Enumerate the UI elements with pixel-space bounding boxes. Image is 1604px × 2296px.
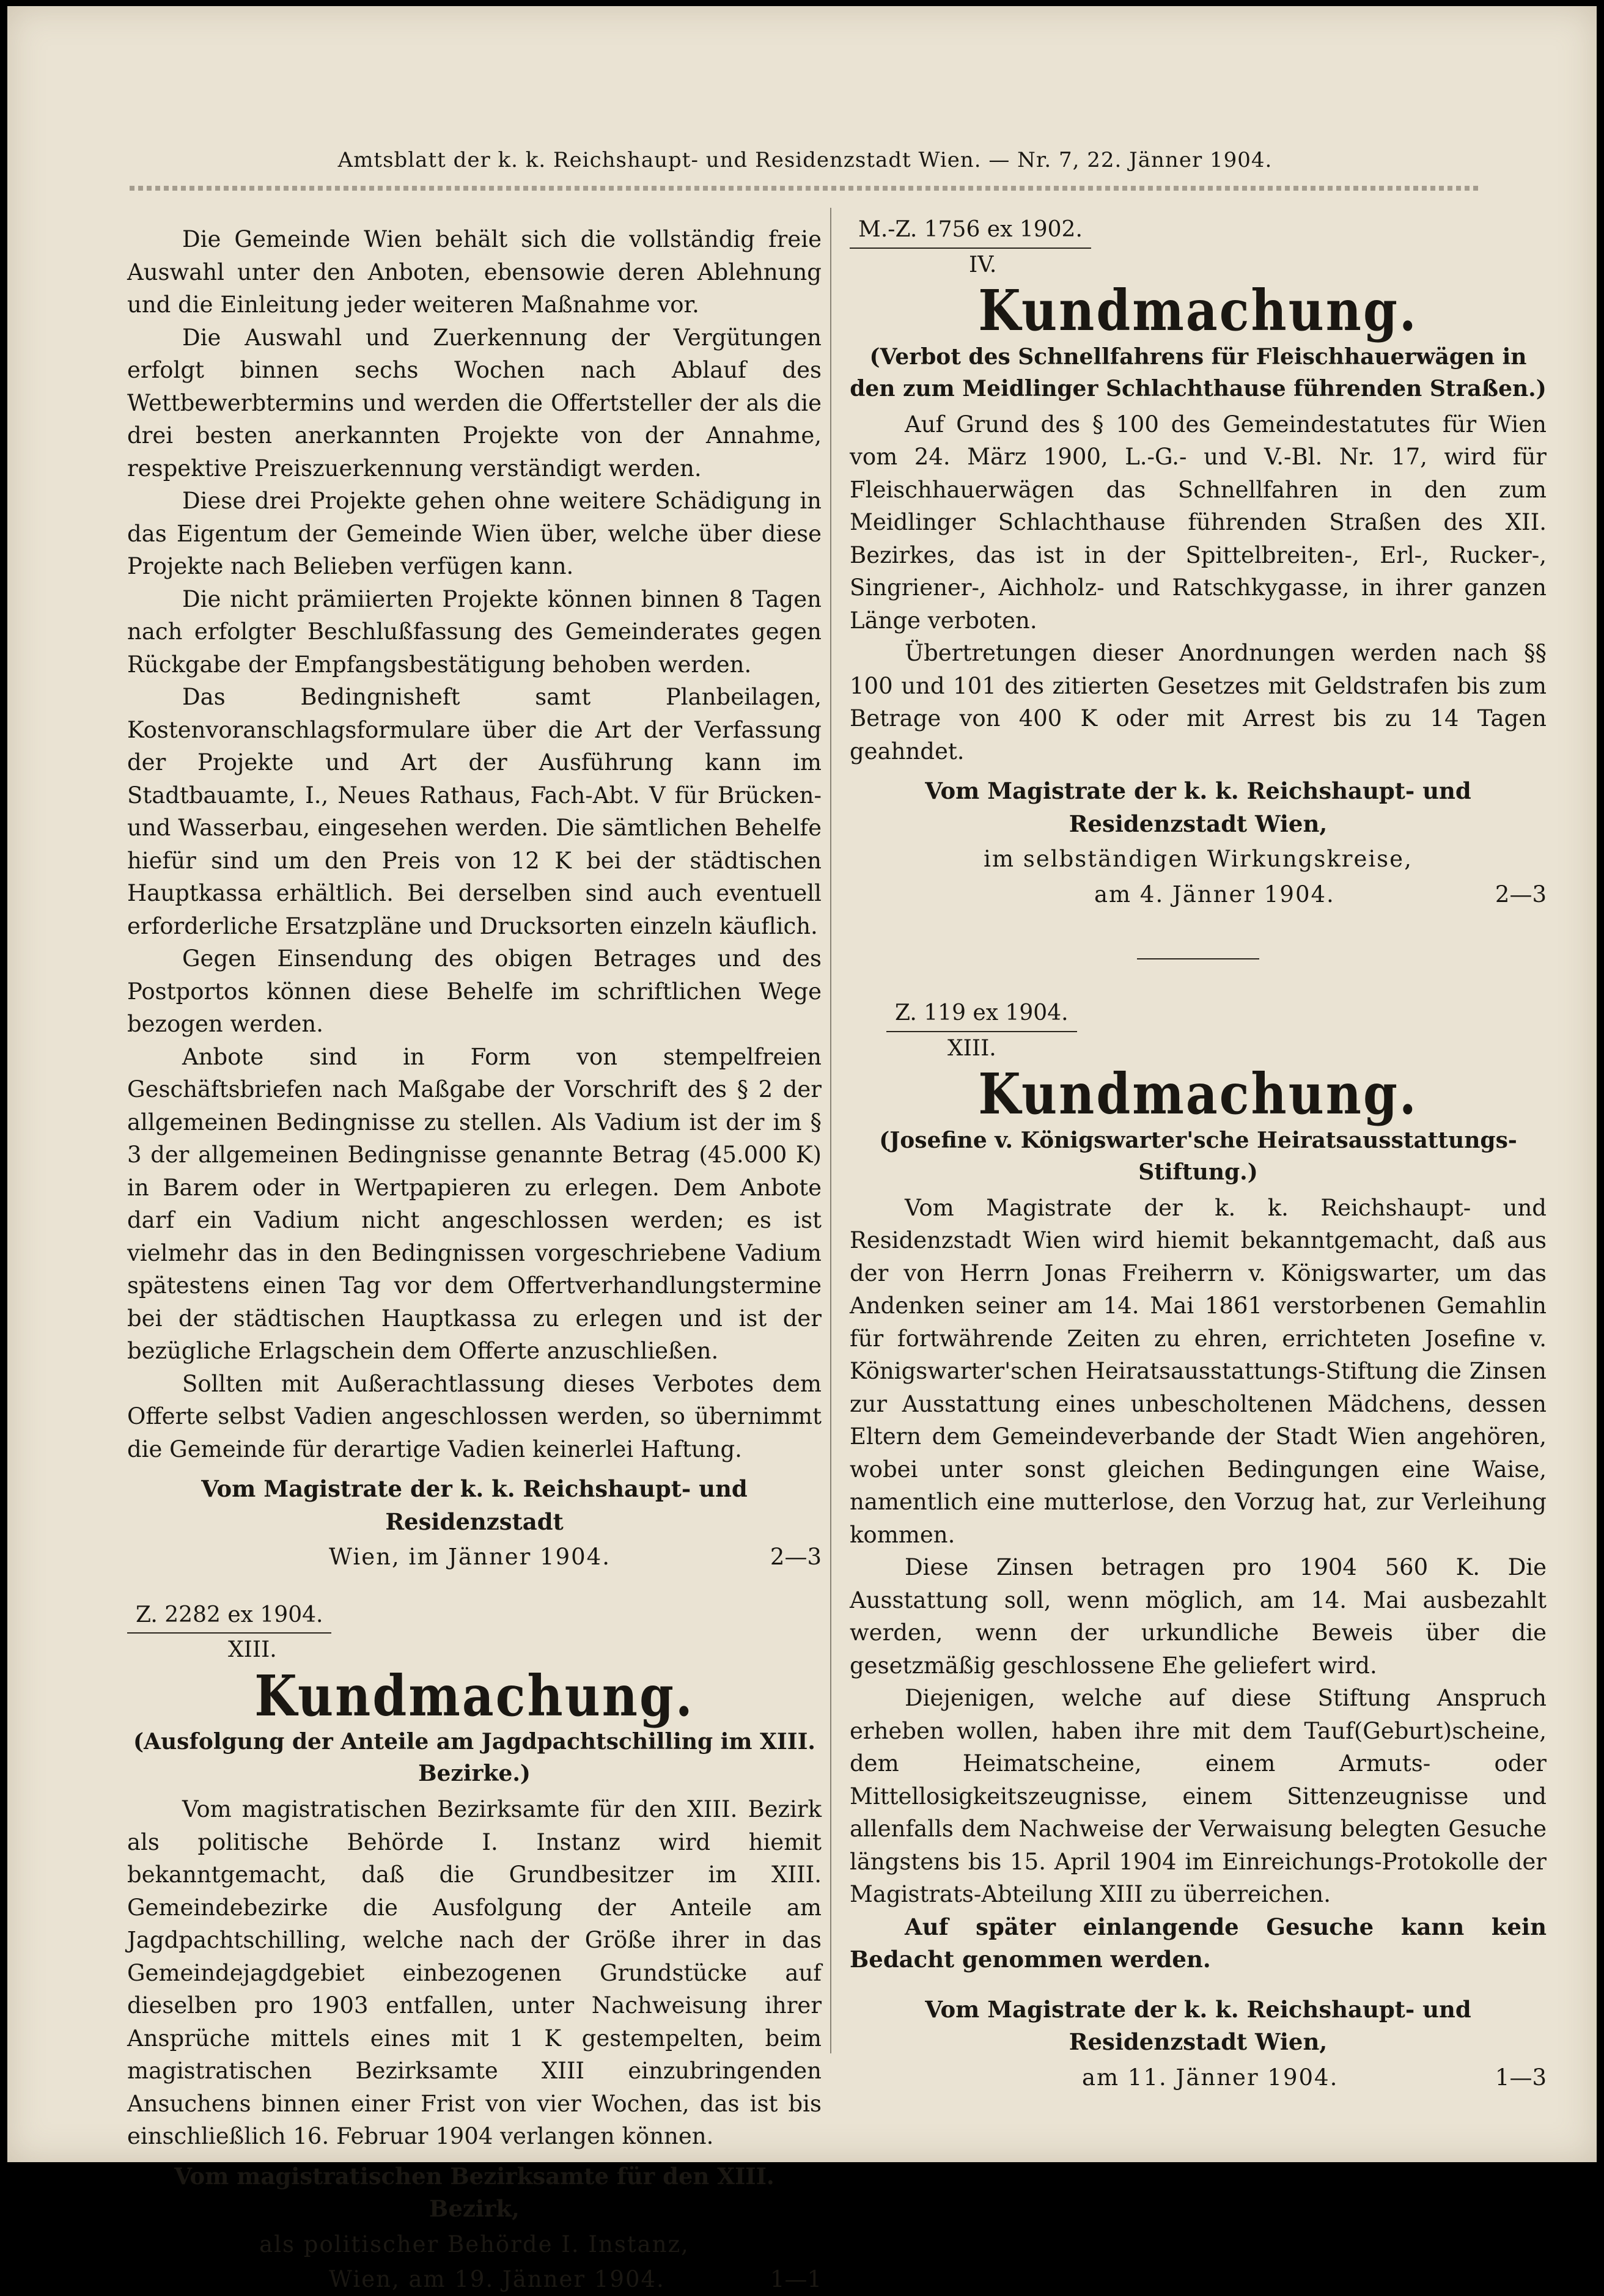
paragraph: Vom magistratischen Bezirksamte für den XIII. Bezirk als politische Behörde I. Instanz wird hiemit bekanntgemacht, daß die Grundbesitzer im XIII. Gemeindebezirke die Ausfolgung der Anteile am Jagdpachtschilling, welche nach der Größe ihrer in das Gemeindejagdgebiet einbezogenen Grundstücke auf dieselben pro 1903 entfallen, unter Nachweisung ihrer Ansprüche mittels eines mit 1 K gestempelten, beim magistratischen Bezirksamte XIII einzubringenden Ansuchens binnen einer Frist von vier Wochen, das ist bis einschließlich 16. Februar 1904 verlangen können. — [127, 1796, 822, 2149]
place-date-line — [127, 2263, 822, 2296]
paragraph: Übertretungen dieser Anordnungen werden nach §§ 100 und 101 des zitierten Gesetzes mit Geldstrafen bis zum Betrage von 400 K oder mit Arrest bis zu 14 Tagen geahndet. — [850, 640, 1547, 765]
reference-number: M.-Z. 1756 ex 1902. — [850, 213, 1091, 249]
signature: Vom Magistrate der k. k. Reichshaupt- und Residenzstadt — [201, 1475, 748, 1535]
notice-number: 1—1 — [770, 2266, 822, 2292]
notice-title: Kundmachung. — [254, 1662, 694, 1729]
paragraph: Anbote sind in Form von stempelfreien Geschäftsbriefen nach Maßgabe der Vorschrift des § 2 der allgemeinen Bedingnisse zu stellen. Als Vadium ist der im § 3 der allgemeinen Bedingnisse genannte Betrag (45.000 K) in Barem oder in Wertpapieren zu erlegen. Dem Anbote darf ein Vadium nicht angeschlossen werden; es ist vielmehr das in den Bedingnissen vorgeschriebene Vadium spätestens einen Tag vor dem Offertverhandlungstermine bei der städtischen Hauptkassa zu erlegen und ist der bezügliche Erlagschein dem Offerte anzuschließen. — [127, 1043, 822, 1364]
place-date-line — [850, 878, 1547, 911]
reference-number: Z. 119 ex 1904. — [886, 997, 1077, 1032]
paragraph: Die nicht prämiierten Projekte können binnen 8 Tagen nach erfolgter Beschlußfassung des Gemeinderates gegen Rückgabe der Empfangsbestätigung behoben werden. — [127, 585, 822, 678]
place-date-line — [850, 2061, 1547, 2094]
page-header: Amtsblatt der k. k. Reichshaupt- und Residenzstadt Wien. — Nr. 7, 22. Jänner 1904. — [337, 148, 1273, 172]
paragraph: Die Auswahl und Zuerkennung der Vergütungen erfolgt binnen sechs Wochen nach Ablauf des Wettbewerbtermins und werden die Offertsteller der als die drei besten anerkannten Projekte von der Annahme, respektive Preiszuerkennung verständigt werden. — [127, 324, 822, 482]
place-date-line — [127, 1541, 822, 1574]
authority-line: als politischer Behörde I. Instanz, — [259, 2231, 690, 2257]
paragraph: Diejenigen, welche auf diese Stiftung Anspruch erheben wollen, haben ihre mit dem Tauf(Geburt)scheine, dem Heimatscheine, einem Armuts- oder Mittellosigkeitszeugnisse, einem Sittenzeugnisse und allenfalls dem Nachweise der Verwaisung belegten Gesuche längstens bis 15. April 1904 im Einreichungs-Protokolle der Magistrats-Abteilung XIII zu überreichen. — [850, 1685, 1547, 1907]
district: XIII. — [947, 1035, 996, 1061]
bold-note: Auf später einlangende Gesuche kann kein Bedacht genommen werden. — [850, 1913, 1547, 1973]
signature: Vom Magistrate der k. k. Reichshaupt- und Residenzstadt Wien, — [925, 777, 1471, 837]
header-rule — [130, 186, 1481, 191]
district: IV. — [969, 252, 997, 277]
paragraph: Sollten mit Außerachtlassung dieses Verbotes dem Offerte selbst Vadien angeschlossen werden, so übernimmt die Gemeinde für derartige Vadien keinerlei Haftung. — [127, 1370, 822, 1462]
notice-z119 — [850, 996, 1547, 2094]
notice-z2282 — [127, 1598, 822, 2296]
place-date: am 4. Jänner 1904. — [1094, 881, 1335, 908]
section-divider — [1137, 958, 1259, 959]
reference-number: Z. 2282 ex 1904. — [127, 1599, 331, 1634]
paragraph: Gegen Einsendung des obigen Betrages und des Postportos können diese Behelfe im schriftlichen Wege bezogen werden. — [127, 945, 822, 1037]
notice-title: Kundmachung. — [978, 1060, 1418, 1127]
notice-subtitle: (Ausfolgung der Anteile am Jagdpachtschilling im XIII. Bezirke.) — [133, 1729, 815, 1786]
signature: Vom magistratischen Bezirksamte für den XIII. Bezirk, — [174, 2162, 774, 2222]
district: XIII. — [228, 1637, 277, 1662]
paragraph: Diese drei Projekte gehen ohne weitere Schädigung in das Eigentum der Gemeinde Wien über, welche über diese Projekte nach Belieben verfügen kann. — [127, 488, 822, 579]
notice-subtitle: (Josefine v. Königswarter'sche Heiratsausstattungs-Stiftung.) — [879, 1127, 1517, 1185]
notice-number: 1—3 — [1495, 2064, 1547, 2091]
authority-line: im selbständigen Wirkungskreise, — [984, 846, 1413, 872]
paragraph: Auf Grund des § 100 des Gemeindestatutes für Wien vom 24. März 1900, L.-G.- und V.-Bl. Nr. 17, wird für Fleischhauerwägen das Schnellfahren in den zum Meidlinger Schlachthause führenden Straßen des XII. Bezirkes, das ist in der Spittelbreiten-, Erl-, Rucker-, Singriener-, Aichholz- und Ratschkygasse, in ihrer ganzen Länge verboten. — [850, 411, 1547, 634]
paragraph: Vom Magistrate der k. k. Reichshaupt- und Residenzstadt Wien wird hiemit bekanntgemacht, daß aus der von Herrn Jonas Freiherrn v. Königswarter, um das Andenken seiner am 14. Mai 1861 verstorbenen Gemahlin für fortwährende Zeiten zu ehren, errichteten Josefine v. Königswarter'schen Heiratsausstattungs-Stiftung die Zinsen zur Ausstattung eines unbescholtenen Mädchens, dessen Eltern dem Gemeindeverbande der Stadt Wien angehören, wobei unter sonst gleichen Bedingungen eine Waise, namentlich eine mutterlose, den Vorzug hat, zur Verleihung kommen. — [850, 1194, 1547, 1548]
notice-subtitle: (Verbot des Schnellfahrens für Fleischhauerwägen in den zum Meidlinger Schlachthause führenden Straßen.) — [850, 343, 1547, 402]
column-rule — [830, 208, 831, 2053]
place-date: am 11. Jänner 1904. — [1082, 2064, 1339, 2091]
paragraph: Das Bedingnisheft samt Planbeilagen, Kostenvoranschlagsformulare über die Art der Verfassung der Projekte und Art der Ausführung kann im Stadtbauamte, I., Neues Rathaus, Fach-Abt. V für Brücken- und Wasserbau, eingesehen werden. Die sämtlichen Behelfe hiefür sind um den Preis von 12 K bei der städtischen Hauptkassa erhältlich. Bei derselben sind auch eventuell erforderliche Ersatzpläne und Drucksorten einzeln käuflich. — [127, 684, 822, 939]
newspaper-page — [7, 6, 1597, 2292]
notice-number: 2—3 — [1495, 881, 1547, 908]
notice-mz1756 — [850, 213, 1547, 911]
signature: Vom Magistrate der k. k. Reichshaupt- und Residenzstadt Wien, — [925, 1995, 1471, 2055]
notice-title: Kundmachung. — [978, 277, 1418, 343]
left-column — [127, 223, 822, 2296]
place-date: Wien, am 19. Jänner 1904. — [329, 2266, 665, 2292]
paragraph: Die Gemeinde Wien behält sich die vollständig freie Auswahl unter den Anboten, ebensowie deren Ablehnung und die Einleitung jeder weiteren Maßnahme vor. — [127, 226, 822, 318]
right-column — [850, 213, 1547, 2094]
notice-number: 2—3 — [770, 1544, 822, 1570]
place-date: Wien, im Jänner 1904. — [329, 1544, 611, 1570]
paragraph: Diese Zinsen betragen pro 1904 560 K. Die Ausstattung soll, wenn möglich, am 14. Mai ausbezahlt werden, wenn der urkundliche Beweis über die gesetzmäßig geschlossene Ehe geliefert wird. — [850, 1554, 1547, 1679]
